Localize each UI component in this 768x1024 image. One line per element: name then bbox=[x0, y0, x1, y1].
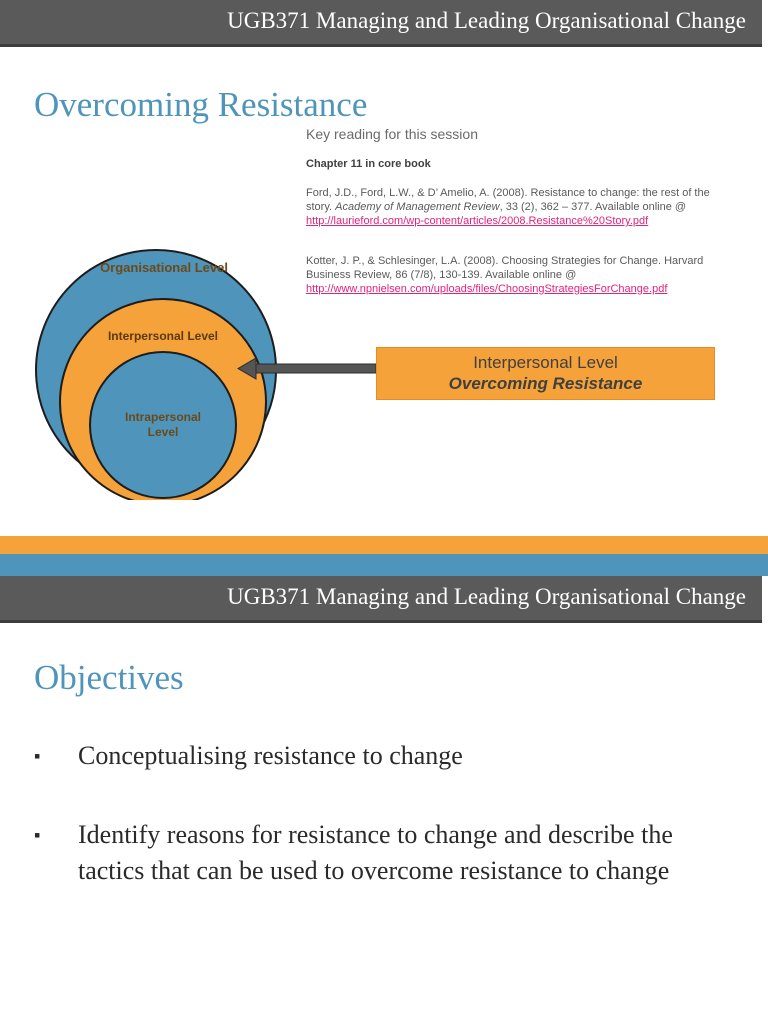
levels-diagram bbox=[30, 225, 380, 500]
list-item bbox=[34, 738, 744, 774]
pointer-arrow-shaft bbox=[254, 364, 376, 373]
slide-title: Objectives bbox=[34, 658, 184, 697]
intrapersonal-level-label-line2: Level bbox=[147, 425, 179, 439]
objective-text: Identify reasons for resistance to change and describe the tactics that can be used to overcome resistance to change bbox=[78, 820, 673, 885]
objectives-list bbox=[34, 738, 744, 932]
objective-text: Conceptualising resistance to change bbox=[78, 741, 463, 770]
bullet-square-icon: ▪ bbox=[34, 825, 41, 845]
divider-stripe-blue bbox=[0, 554, 768, 576]
callout-line1: Interpersonal Level bbox=[473, 353, 618, 372]
callout-box bbox=[376, 347, 715, 400]
bullet-square-icon: ▪ bbox=[34, 746, 41, 766]
slide-title: Overcoming Resistance bbox=[34, 85, 368, 124]
course-title: UGB371 Managing and Leading Organisational Change bbox=[227, 8, 746, 33]
reference-ford-link[interactable]: http://laurieford.com/wp-content/articles/2008.Resistance%20Story.pdf bbox=[306, 215, 649, 227]
reference-ford-details: , 33 (2), 362 – 377. Available online @ bbox=[499, 201, 687, 213]
header-bar bbox=[0, 576, 762, 623]
header-bar bbox=[0, 0, 762, 47]
divider-stripe-orange bbox=[0, 536, 768, 554]
intrapersonal-level-label-line1: Intrapersonal bbox=[124, 410, 202, 424]
reference-ford-text: Ford, J.D., Ford, L.W., & D’ Amelio, A. (2008). Resistance to change: the rest of the story. bbox=[306, 187, 710, 213]
interpersonal-level-label: Interpersonal Level bbox=[107, 329, 219, 343]
callout-line2: Overcoming Resistance bbox=[448, 374, 643, 393]
reference-kotter-text: Kotter, J. P., & Schlesinger, L.A. (2008). Choosing Strategies for Change. Harvard Business Review, 86 (7/8), 130-139. Available online @ bbox=[306, 255, 704, 281]
course-title: UGB371 Managing and Leading Organisational Change bbox=[227, 584, 746, 609]
list-item bbox=[34, 817, 744, 889]
organisational-level-label: Organisational Level bbox=[100, 260, 228, 275]
key-reading-heading: Key reading for this session bbox=[306, 126, 478, 142]
reference-kotter-link[interactable]: http://www.npnielsen.com/uploads/files/ChoosingStrategiesForChange.pdf bbox=[306, 283, 668, 295]
reference-ford-journal: Academy of Management Review bbox=[335, 201, 500, 213]
reference-ford bbox=[306, 186, 726, 228]
chapter-reference: Chapter 11 in core book bbox=[306, 158, 431, 170]
